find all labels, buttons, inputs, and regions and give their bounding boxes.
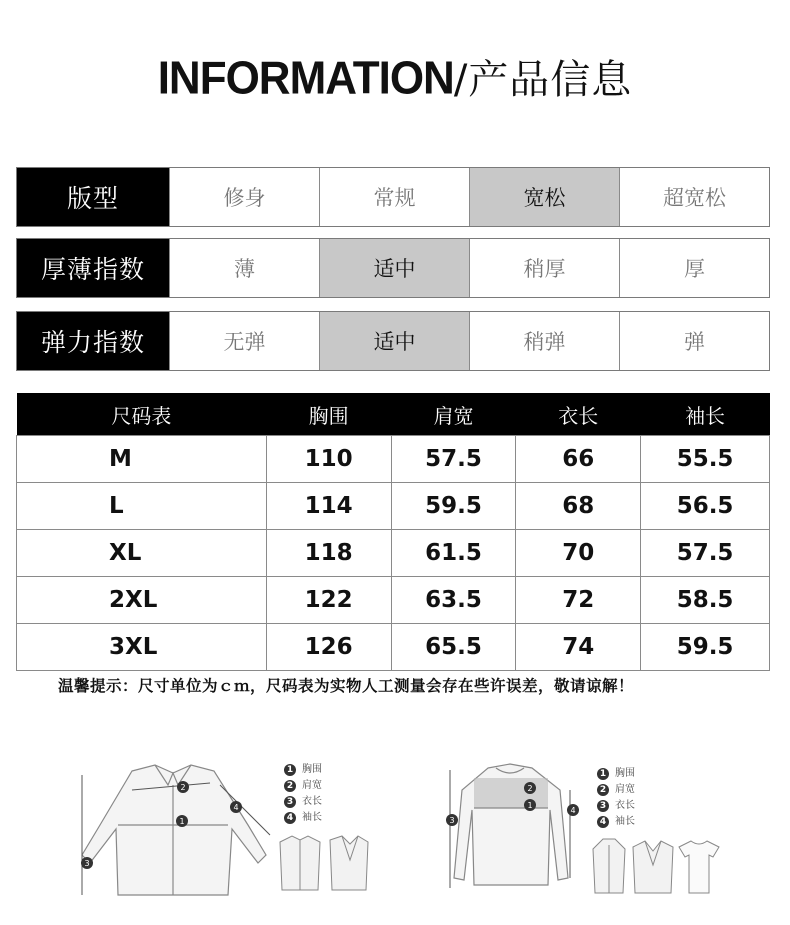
legend-number-icon: 1 [597, 768, 609, 780]
legend-label: 袖长 [615, 816, 635, 827]
svg-text:1: 1 [179, 817, 185, 826]
legend-number-icon: 3 [284, 796, 296, 808]
cell-size: 3XL [17, 624, 267, 671]
size-table-header [17, 393, 770, 436]
legend-label: 衣长 [302, 796, 322, 807]
cell: 126 [266, 624, 391, 671]
cell: 114 [266, 483, 391, 530]
cell: 72 [516, 577, 641, 624]
legend-item [284, 778, 322, 794]
cell: 57.5 [391, 436, 516, 483]
legend-number-icon: 2 [597, 784, 609, 796]
legend-label: 肩宽 [615, 784, 635, 795]
svg-text:1: 1 [527, 801, 533, 810]
cell: 65.5 [391, 624, 516, 671]
title-chinese: /产品信息 [453, 57, 633, 103]
svg-text:2: 2 [527, 784, 533, 793]
cell-size: M [17, 436, 267, 483]
attr-option-selected: 宽松 [469, 168, 619, 226]
attr-option: 稍弹 [469, 312, 619, 370]
cell: 59.5 [641, 624, 770, 671]
svg-text:4: 4 [233, 803, 239, 812]
attr-option: 修身 [169, 168, 319, 226]
legend-label: 衣长 [615, 800, 635, 811]
svg-text:3: 3 [449, 816, 455, 825]
page-title [0, 48, 790, 105]
diagram-legend-left [284, 762, 322, 826]
attr-option: 厚 [619, 239, 769, 297]
attr-option: 薄 [169, 239, 319, 297]
cell: 66 [516, 436, 641, 483]
cell: 58.5 [641, 577, 770, 624]
legend-item [284, 762, 322, 778]
attr-option-selected: 适中 [319, 239, 469, 297]
legend-number-icon: 4 [284, 812, 296, 824]
legend-item [597, 782, 635, 798]
legend-label: 肩宽 [302, 780, 322, 791]
attr-row-elasticity [16, 311, 770, 371]
cell: 70 [516, 530, 641, 577]
legend-number-icon: 1 [284, 764, 296, 776]
legend-item [284, 794, 322, 810]
attr-option: 弹 [619, 312, 769, 370]
attr-label: 版型 [17, 168, 169, 226]
attr-label: 厚薄指数 [17, 239, 169, 297]
sweater-thumbnails [585, 835, 725, 900]
cell: 56.5 [641, 483, 770, 530]
attr-option: 稍厚 [469, 239, 619, 297]
cell: 59.5 [391, 483, 516, 530]
cell: 61.5 [391, 530, 516, 577]
legend-number-icon: 2 [284, 780, 296, 792]
legend-label: 袖长 [302, 812, 322, 823]
diagram-legend-right [597, 766, 635, 830]
attr-option: 常规 [319, 168, 469, 226]
title-english: INFORMATION [157, 52, 454, 105]
attr-option-selected: 适中 [319, 312, 469, 370]
size-table [16, 393, 770, 671]
cell-size: XL [17, 530, 267, 577]
legend-item [597, 798, 635, 814]
cell: 118 [266, 530, 391, 577]
svg-text:4: 4 [570, 806, 576, 815]
cell-size: 2XL [17, 577, 267, 624]
header-size: 尺码表 [17, 393, 267, 436]
cell: 74 [516, 624, 641, 671]
header-chest: 胸围 [266, 393, 391, 436]
cell-size: L [17, 483, 267, 530]
legend-item [597, 766, 635, 782]
table-row [17, 436, 770, 483]
cell: 63.5 [391, 577, 516, 624]
legend-number-icon: 4 [597, 816, 609, 828]
attr-row-thickness [16, 238, 770, 298]
shirt-diagram [70, 755, 280, 905]
jacket-thumbnails [270, 830, 370, 900]
header-length: 衣长 [516, 393, 641, 436]
cell: 122 [266, 577, 391, 624]
table-row [17, 577, 770, 624]
svg-text:2: 2 [180, 783, 186, 792]
svg-text:3: 3 [84, 859, 90, 868]
legend-label: 胸围 [615, 768, 635, 779]
sweater-diagram [440, 760, 590, 900]
cell: 110 [266, 436, 391, 483]
table-row [17, 483, 770, 530]
measurement-note: 温馨提示：尺寸单位为ｃｍ，尺码表为实物人工测量会存在些许误差，敬请谅解！ [58, 677, 635, 695]
header-sleeve: 袖长 [641, 393, 770, 436]
cell: 55.5 [641, 436, 770, 483]
attr-row-fit [16, 167, 770, 227]
table-row [17, 624, 770, 671]
legend-item [284, 810, 322, 826]
legend-number-icon: 3 [597, 800, 609, 812]
cell: 68 [516, 483, 641, 530]
cell: 57.5 [641, 530, 770, 577]
attr-label: 弹力指数 [17, 312, 169, 370]
attr-option: 超宽松 [619, 168, 769, 226]
attr-option: 无弹 [169, 312, 319, 370]
legend-item [597, 814, 635, 830]
legend-label: 胸围 [302, 764, 322, 775]
table-row [17, 530, 770, 577]
header-shoulder: 肩宽 [391, 393, 516, 436]
